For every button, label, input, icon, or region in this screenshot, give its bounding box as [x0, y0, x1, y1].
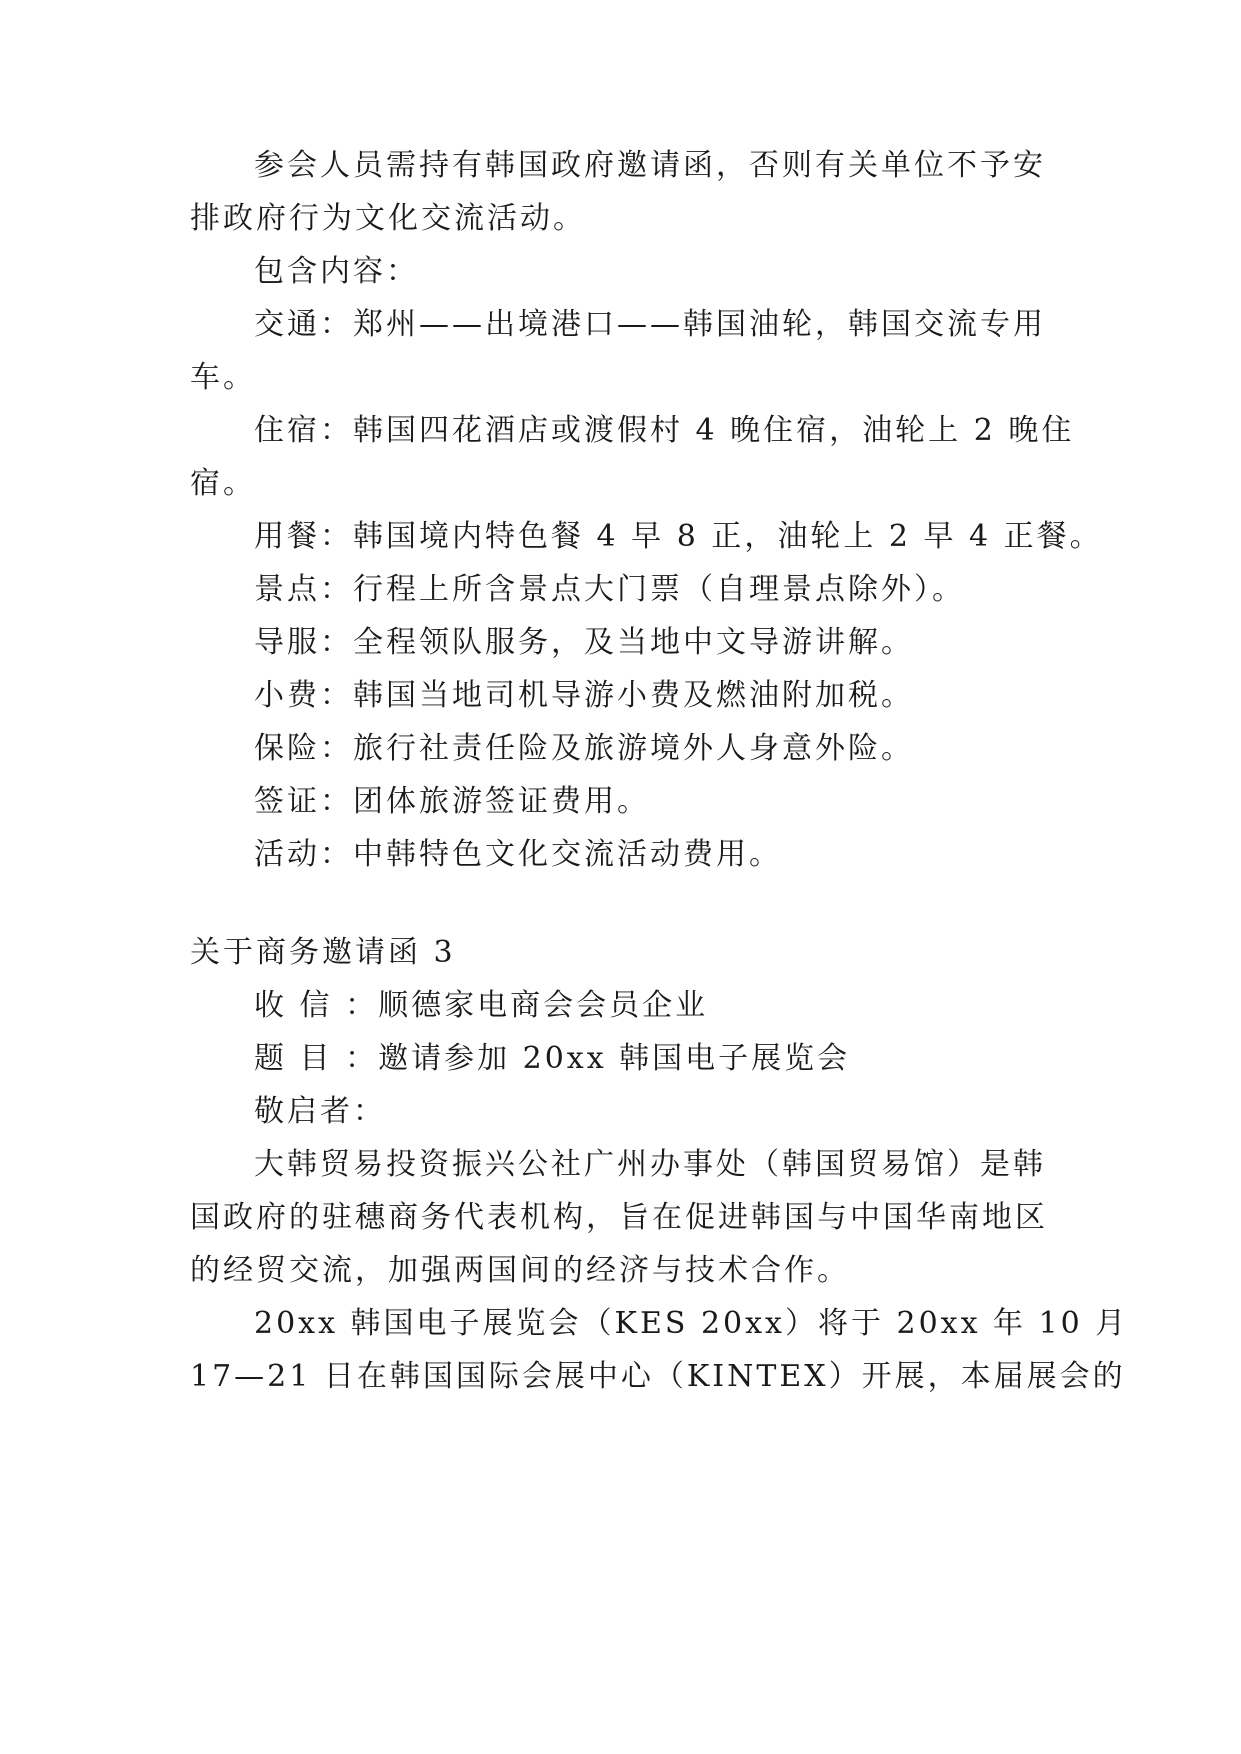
- includes-heading: 包含内容：: [254, 254, 419, 289]
- para1-line-1: 大韩贸易投资振兴公社广州办事处（韩国贸易馆）是韩: [254, 1147, 1046, 1182]
- transport-line-2: 车。: [190, 360, 256, 395]
- meals-item: 用餐：韩国境内特色餐 4 早 8 正，油轮上 2 早 4 正餐。: [254, 519, 1103, 554]
- intro-line-2: 排政府行为文化交流活动。: [190, 201, 586, 236]
- para1-line-3: 的经贸交流，加强两国间的经济与技术合作。: [190, 1253, 850, 1288]
- para1-line-2: 国政府的驻穗商务代表机构，旨在促进韩国与中国华南地区: [190, 1200, 1048, 1235]
- sights-item: 景点：行程上所含景点大门票（自理景点除外）。: [254, 572, 965, 607]
- visa-item: 签证：团体旅游签证费用。: [254, 784, 650, 819]
- para2-line-2: 17—21 日在韩国国际会展中心（KINTEX）开展，本届展会的: [190, 1359, 1126, 1394]
- section-title: 关于商务邀请函 3: [190, 935, 456, 970]
- recipient-line: 收 信 ：顺德家电商会会员企业: [254, 988, 709, 1023]
- guide-item: 导服：全程领队服务，及当地中文导游讲解。: [254, 625, 914, 660]
- insurance-item: 保险：旅行社责任险及旅游境外人身意外险。: [254, 731, 914, 766]
- lodging-line-2: 宿。: [190, 466, 256, 501]
- intro-line-1: 参会人员需持有韩国政府邀请函，否则有关单位不予安: [254, 148, 1046, 183]
- lodging-line-1: 住宿：韩国四花酒店或渡假村 4 晚住宿，油轮上 2 晚住: [254, 413, 1075, 448]
- salutation: 敬启者：: [254, 1094, 386, 1129]
- transport-line-1: 交通：郑州——出境港口——韩国油轮，韩国交流专用: [254, 307, 1046, 342]
- activity-item: 活动：中韩特色文化交流活动费用。: [254, 837, 782, 872]
- subject-line: 题 目 ：邀请参加 20xx 韩国电子展览会: [254, 1041, 851, 1076]
- tips-item: 小费：韩国当地司机导游小费及燃油附加税。: [254, 678, 914, 713]
- para2-line-1: 20xx 韩国电子展览会（KES 20xx）将于 20xx 年 10 月: [254, 1306, 1129, 1341]
